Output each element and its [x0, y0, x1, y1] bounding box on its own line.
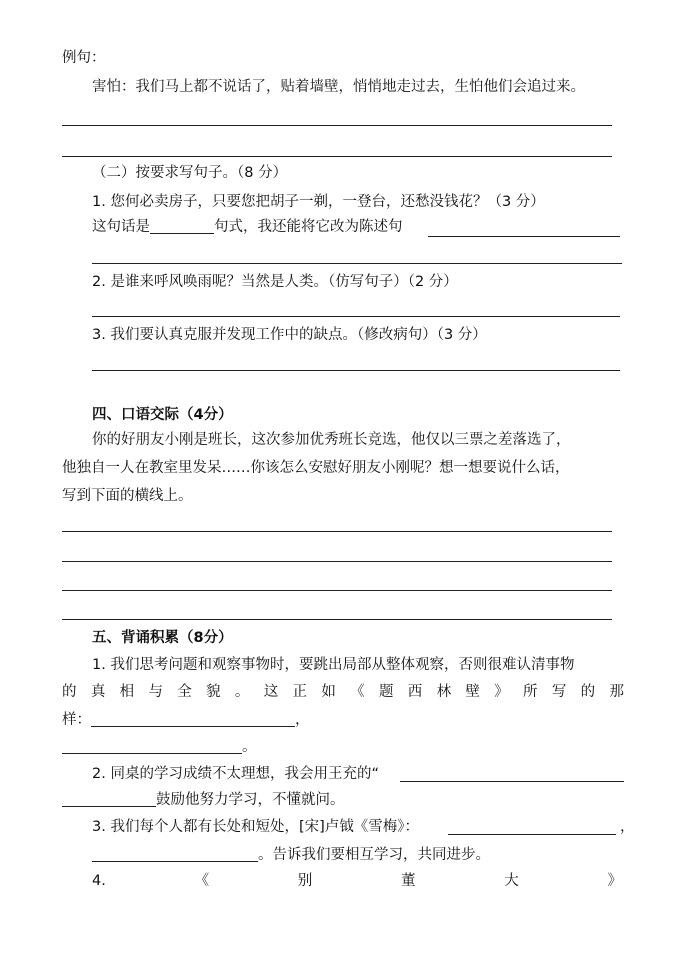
part2-q1-prompt-b: 句式，我还能将它改为陈述句 [214, 219, 403, 235]
poem-blank-4[interactable] [92, 845, 258, 862]
poem-line-blank-2[interactable] [62, 737, 242, 754]
answer-line [62, 619, 612, 620]
section5-q2: 2. 同桌的学习成绩不太理想，我会用王充的“ [92, 766, 379, 782]
section4-paragraph-line: 写到下面的横线上。 [62, 488, 193, 504]
justified-char: 的 [62, 684, 77, 700]
section4-title: 四、口语交际（4分） [92, 407, 233, 423]
justified-char: 正 [292, 684, 307, 700]
justified-char: 》 [494, 684, 509, 700]
part2-q1-prompt [92, 217, 403, 237]
part2-q1: 1. 您何必卖房子，只要您把胡子一剃，一登台，还愁没钱花？（3 分） [92, 194, 545, 210]
part2-title: （二）按要求写句子。（8 分） [92, 165, 288, 181]
section5-q1-line3 [62, 710, 310, 730]
section5-title: 五、背诵积累（8分） [92, 630, 233, 646]
section4-paragraph-line: 他独自一人在教室里发呆……你该怎么安慰好朋友小刚呢？想一想要说什么话， [62, 460, 570, 476]
section5-q3-line2 [92, 845, 490, 865]
period: 。 [242, 739, 257, 755]
part2-q2: 2. 是谁来呼风唤雨呢？当然是人类。（仿写句子）（2 分） [92, 274, 458, 290]
justified-char: 大 [504, 873, 519, 889]
declarative-answer-blank[interactable] [428, 236, 620, 237]
answer-line [62, 561, 612, 562]
section4-paragraph-line: 你的好朋友小刚是班长，这次参加优秀班长竞选，他仅以三票之差落选了， [92, 432, 571, 448]
part2-q3: 3. 我们要认真克服并发现工作中的缺点。（修改病句）（3 分） [92, 327, 487, 343]
section5-q1-line4 [62, 737, 257, 757]
quote-blank-1[interactable] [400, 781, 624, 782]
justified-char: 》 [607, 873, 622, 889]
justified-char: 董 [401, 873, 416, 889]
justified-char: 与 [148, 684, 163, 700]
justified-char: 别 [297, 873, 313, 889]
justified-char: 那 [609, 684, 624, 700]
justified-char: 貌 [206, 684, 221, 700]
section5-q3-rest: 。告诉我们要相互学习，共同进步。 [258, 847, 490, 863]
justified-char: 西 [407, 684, 423, 700]
part2-q1-prompt-a: 这句话是 [92, 219, 150, 235]
justified-char: 所 [523, 684, 538, 700]
answer-line [92, 263, 622, 264]
answer-line [92, 316, 620, 317]
section5-q2-rest: 鼓励他努力学习，不懂就问。 [156, 792, 345, 808]
section5-q4-justified-line [92, 871, 622, 891]
section5-q1-label: 样： [62, 712, 91, 728]
section5-q1-justified-line [62, 682, 624, 702]
poem-blank-3[interactable] [448, 834, 616, 835]
answer-line [62, 590, 612, 591]
justified-char: 题 [378, 684, 394, 700]
justified-char: 的 [580, 684, 596, 700]
comma: ， [620, 819, 635, 835]
justified-char: 。 [234, 684, 250, 700]
answer-line [92, 370, 620, 371]
quote-blank-2[interactable] [62, 790, 156, 807]
answer-line [62, 125, 612, 126]
poem-line-blank-1[interactable] [91, 710, 295, 727]
section5-q2-line2 [62, 790, 345, 810]
answer-line [62, 531, 612, 532]
sentence-type-blank[interactable] [150, 217, 214, 234]
answer-line [62, 156, 612, 157]
justified-char: 如 [321, 684, 336, 700]
section5-q1: 1. 我们思考问题和观察事物时，要跳出局部从整体观察，否则很难认清事物 [92, 657, 575, 673]
justified-char: 这 [263, 684, 279, 700]
section5-q3: 3. 我们每个人都有长处和短处，[宋]卢钺《雪梅》： [92, 819, 420, 835]
justified-char: 林 [436, 684, 452, 700]
justified-char: 《 [194, 873, 210, 889]
example-label: 例句： [62, 50, 106, 66]
example-sentence: 害怕：我们马上都不说话了，贴着墙壁，悄悄地走过去，生怕他们会追过来。 [92, 79, 585, 95]
justified-char: 相 [119, 684, 135, 700]
justified-char: 写 [551, 684, 567, 700]
comma: ， [295, 712, 310, 728]
justified-char: 真 [90, 684, 106, 700]
justified-char: 壁 [465, 684, 480, 700]
justified-char: 全 [177, 684, 192, 700]
justified-char: 《 [350, 684, 365, 700]
justified-char: 4. [92, 873, 106, 889]
